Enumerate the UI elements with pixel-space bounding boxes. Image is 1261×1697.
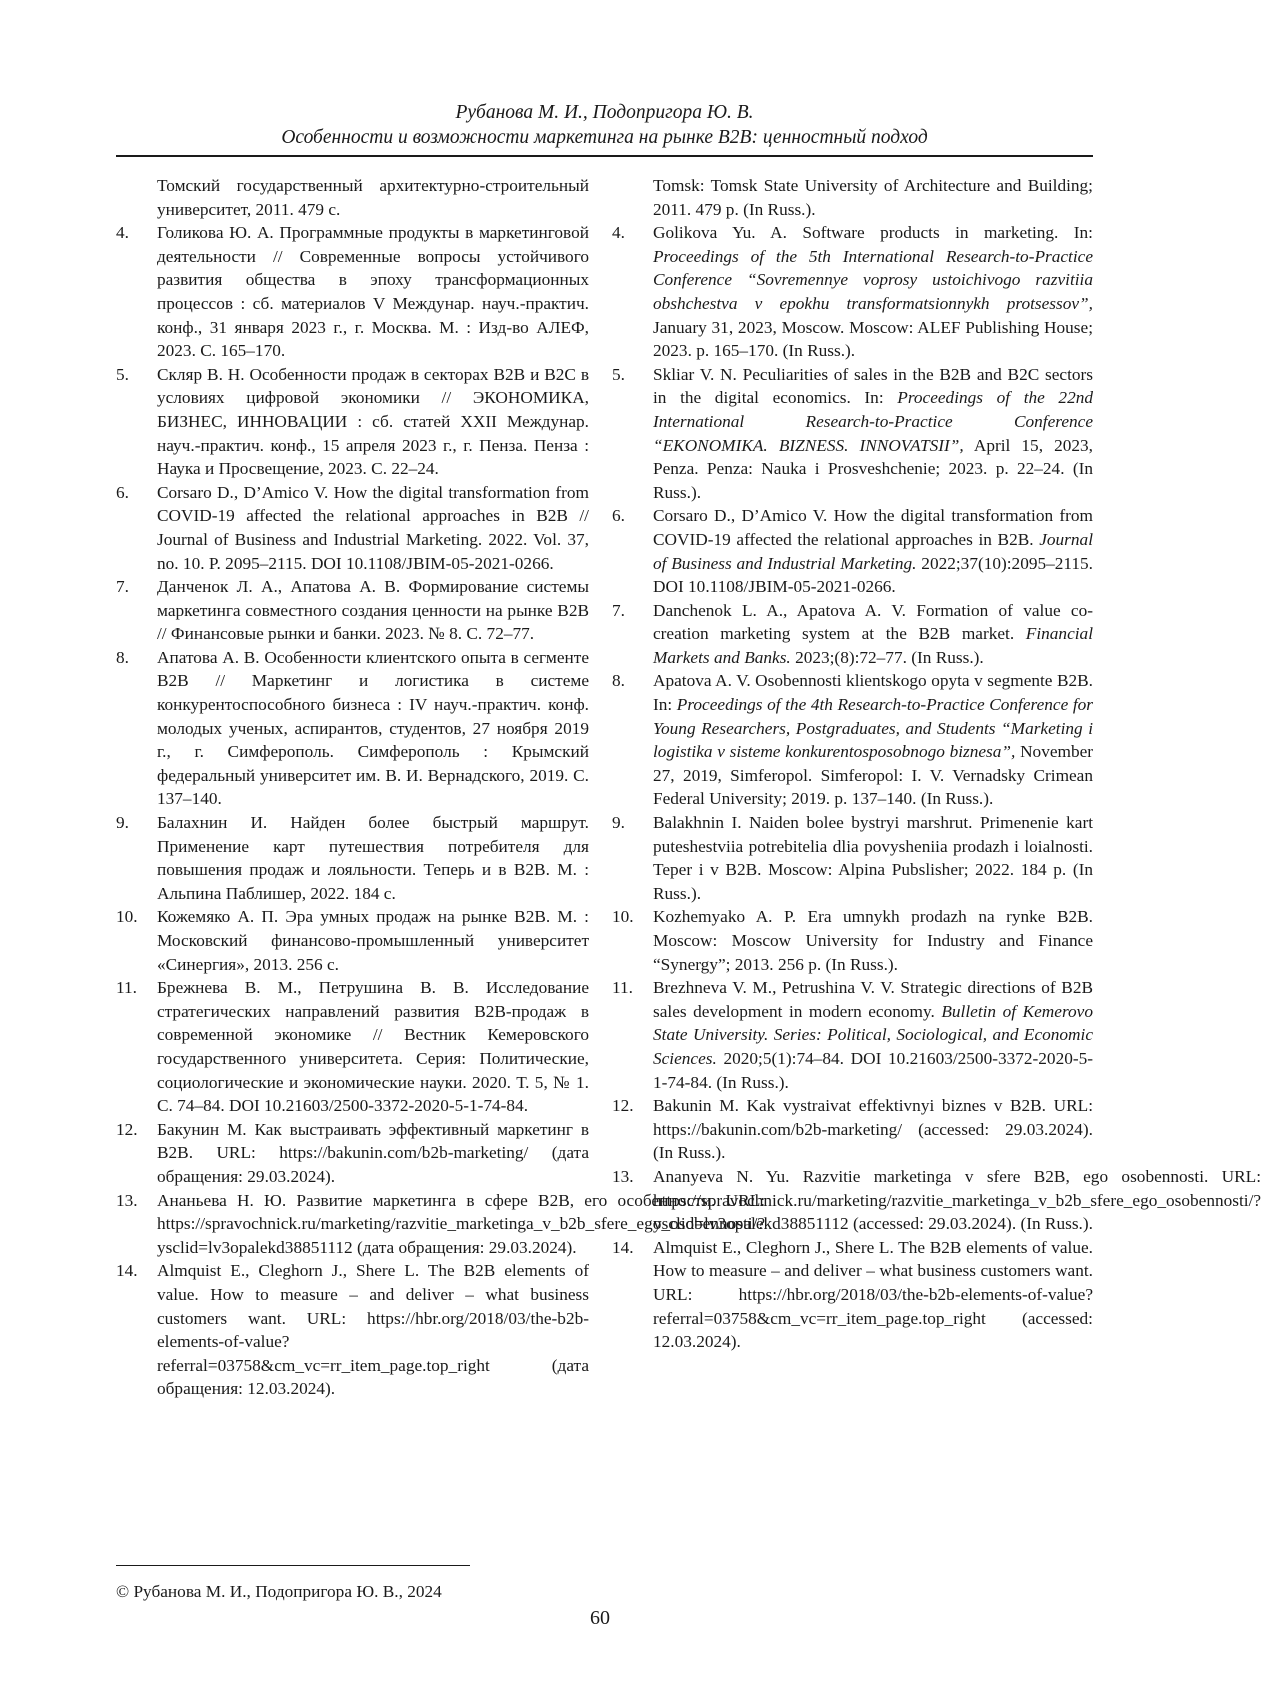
reference-number: 11. xyxy=(612,978,633,998)
reference-text: Данченок Л. А., Апатова А. В. Формирование системы маркетинга совместного создания ценности на рынке B2B // Финансовые рынки и банки. 2023. № 8. С. 72–77. xyxy=(157,577,589,644)
reference-item xyxy=(116,905,589,976)
header-divider xyxy=(116,155,1093,157)
reference-number: 6. xyxy=(116,482,129,502)
reference-text: Скляр В. Н. Особенности продаж в секторах B2B и B2C в условиях цифровой экономики // ЭКОНОМИКА, БИЗНЕС, ИННОВАЦИИ : сб. статей XXII Междунар. науч.-практич. конф., 15 апреля 2023 г., г. Пенза. Пенза : Наука и Просвещение, 2023. С. 22–24. xyxy=(157,364,589,479)
reference-text-plain: Corsaro D., D’Amico V. How the digital transformation from COVID-19 affected the relational approaches in B2B. xyxy=(653,506,1093,549)
reference-text: Almquist E., Cleghorn J., Shere L. The B2B elements of value. How to measure – and deliver – what business customers want. URL: https://hbr.org/2018/03/the-b2b-elements-of-value?referral=03758&cm_vc=rr_item_page.top_right (дата обращения: 12.03.2024). xyxy=(157,1261,589,1399)
reference-source-italic: Proceedings of the 22nd International Research-to-Practice Conference “EKONOMIKA. BIZNESS. INNOVATSII”, xyxy=(653,388,1093,455)
reference-text-plain: Almquist E., Cleghorn J., Shere L. The B2B elements of value. How to measure – and deliver – what business customers want. URL: https://hbr.org/2018/03/the-b2b-elements-of-value?referral=03758&cm_vc=rr_item_page.top_right (accessed: 12.03.2024). xyxy=(653,1237,1093,1352)
reference-source-italic: Bulletin of Kemerovo State University. Series: Political, Sociological, and Economic Sciences. xyxy=(653,1001,1093,1068)
reference-text xyxy=(653,669,1093,811)
reference-item xyxy=(612,905,1093,976)
reference-item xyxy=(116,575,589,646)
reference-number: 9. xyxy=(612,813,625,833)
reference-text: Кожемяко А. П. Эра умных продаж на рынке B2B. М. : Московский финансово-промышленный университет «Синергия», 2013. 256 с. xyxy=(157,907,589,974)
reference-item xyxy=(612,1094,1093,1165)
reference-number: 7. xyxy=(116,577,129,597)
reference-number: 9. xyxy=(116,813,129,833)
reference-text: Балахнин И. Найден более быстрый маршрут. Применение карт путешествия потребителя для повышения продаж и лояльности. Теперь и в B2B. М. : Альпина Паблишер, 2022. 184 с. xyxy=(157,813,589,903)
reference-text-plain: Bakunin M. Kak vystraivat effektivnyi biznes v B2B. URL: https://bakunin.com/b2b-marketing/ (accessed: 29.03.2024). (In Russ.). xyxy=(653,1096,1093,1163)
reference-text-tail: November 27, 2019, Simferopol. Simferopol: I. V. Vernadsky Crimean Federal University; 2019. p. 137–140. (In Russ.). xyxy=(653,742,1094,809)
reference-text-plain: Apatova A. V. Osobennosti klientskogo opyta v segmente B2B. In: xyxy=(653,671,1093,715)
reference-text xyxy=(653,976,1093,1094)
reference-text-tail: January 31, 2023, Moscow. Moscow: ALEF Publishing House; 2023. p. 165–170. (In Russ.). xyxy=(653,317,1093,361)
header-authors: Рубанова М. И., Подопригора Ю. В. xyxy=(455,102,754,123)
reference-number: 14. xyxy=(612,1237,634,1257)
reference-item xyxy=(612,811,1093,905)
reference-item xyxy=(612,1236,1093,1354)
reference-text: Апатова А. В. Особенности клиентского опыта в сегменте B2B // Маркетинг и логистика в системе конкурентоспособного бизнеса : IV науч.-практич. конф. молодых ученых, аспирантов, студентов, 27 ноября 2019 г., г. Симферополь. Симферополь : Крымский федеральный университет им. В. И. Вернадского, 2019. С. 137–140. xyxy=(157,647,589,809)
reference-item xyxy=(116,976,589,1118)
reference-text xyxy=(653,1165,1261,1236)
reference-text xyxy=(653,363,1093,505)
reference-item xyxy=(612,976,1093,1094)
reference-continuation: Tomsk: Tomsk State University of Architecture and Building; 2011. 479 p. (In Russ.). xyxy=(653,176,1093,219)
footnote-divider xyxy=(116,1565,470,1566)
reference-item xyxy=(116,1118,589,1189)
copyright-notice: © Рубанова М. И., Подопригора Ю. В., 2024 xyxy=(116,1582,442,1601)
reference-text xyxy=(653,599,1093,670)
reference-text-tail: 2023;(8):72–77. (In Russ.). xyxy=(790,647,984,667)
reference-source-italic: Proceedings of the 4th Research-to-Practice Conference for Young Researchers, Postgraduates, and Students “Marketing i logistika v sisteme konkurentosposobnogo biznesa”, xyxy=(653,695,1093,762)
reference-item xyxy=(612,504,1093,598)
reference-item xyxy=(116,1259,589,1401)
reference-text xyxy=(653,905,1093,976)
reference-text: Голикова Ю. А. Программные продукты в маркетинговой деятельности // Современные вопросы устойчивого развития общества в эпоху трансформационных процессов : сб. материалов V Междунар. науч.-практич. конф., 31 января 2023 г., г. Москва. М. : Изд-во АЛЕФ, 2023. С. 165–170. xyxy=(157,223,589,361)
references-english-column xyxy=(612,174,1261,1354)
reference-number: 10. xyxy=(116,907,138,927)
reference-text: Corsaro D., D’Amico V. How the digital transformation from COVID-19 affected the relational approaches in B2B // Journal of Business and Industrial Marketing. 2022. Vol. 37, no. 10. P. 2095–2115. DOI 10.1108/JBIM-05-2021-0266. xyxy=(157,482,589,573)
reference-text-plain: Golikova Yu. A. Software products in marketing. In: xyxy=(653,223,1093,243)
reference-text-plain: Kozhemyako A. P. Era umnykh prodazh na rynke B2B. Moscow: Moscow University for Industry and Finance “Synergy”; 2013. 256 p. (In Russ.). xyxy=(653,907,1093,974)
reference-text: Бакунин М. Как выстраивать эффективный маркетинг в B2B. URL: https://bakunin.com/b2b-marketing/ (дата обращения: 29.03.2024). xyxy=(157,1119,589,1186)
reference-number: 8. xyxy=(612,671,625,691)
reference-source-italic: Journal of Business and Industrial Marketing. xyxy=(653,529,1093,573)
reference-source-italic: Financial Markets and Banks. xyxy=(653,624,1093,667)
reference-item xyxy=(612,599,1093,670)
reference-text xyxy=(653,504,1093,598)
reference-text-tail: 2022;37(10):2095–2115. DOI 10.1108/JBIM-05-2021-0266. xyxy=(653,553,1093,597)
reference-text: Брежнева В. М., Петрушина В. В. Исследование стратегических направлений развития B2B-продаж в современной экономике // Вестник Кемеровского государственного университета. Серия: Политические, социологические и экономические науки. 2020. Т. 5, № 1. С. 74–84. DOI 10.21603/2500-3372-2020-5-1-74-84. xyxy=(157,978,589,1116)
reference-number: 4. xyxy=(612,223,625,243)
reference-number: 12. xyxy=(116,1119,138,1139)
reference-item xyxy=(116,221,589,363)
reference-text: Ананьева Н. Ю. Развитие маркетинга в сфере B2B, его особенности. URL: https://spravochnick.ru/marketing/razvitie_marketinga_v_b2b_sfere_ego_osobennosti/?ysclid=lv3opalekd38851112 (дата обращения: 29.03.2024). xyxy=(157,1190,766,1257)
reference-text xyxy=(653,221,1093,363)
header-title: Особенности и возможности маркетинга на рынке B2B: ценностный подход xyxy=(281,127,928,148)
reference-number: 5. xyxy=(612,364,625,384)
reference-item xyxy=(612,669,1093,811)
reference-text-tail: April 15, 2023, Penza. Penza: Nauka i Prosveshchenie; 2023. p. 22–24. (In Russ.). xyxy=(653,435,1093,502)
references-russian-column xyxy=(116,174,766,1401)
reference-continuation: Томский государственный архитектурно-строительный университет, 2011. 479 с. xyxy=(157,176,589,219)
reference-text-plain: Brezhneva V. M., Petrushina V. V. Strategic directions of B2B sales development in modern economy. xyxy=(653,978,1093,1021)
reference-number: 11. xyxy=(116,978,137,998)
reference-item xyxy=(116,811,589,905)
page-number: 60 xyxy=(590,1607,610,1629)
running-header xyxy=(116,100,1093,150)
reference-number: 8. xyxy=(116,647,129,667)
reference-item xyxy=(612,221,1093,363)
reference-number: 4. xyxy=(116,223,129,243)
reference-text xyxy=(653,811,1093,905)
reference-item xyxy=(116,481,589,575)
reference-item xyxy=(612,363,1093,505)
reference-text xyxy=(653,1094,1093,1165)
reference-number: 13. xyxy=(116,1190,138,1210)
reference-number: 13. xyxy=(612,1166,634,1186)
reference-text-plain: Danchenok L. A., Apatova A. V. Formation of value co-creation marketing system at the B2B market. xyxy=(653,600,1093,644)
reference-number: 7. xyxy=(612,600,625,620)
reference-number: 14. xyxy=(116,1261,138,1281)
reference-text-tail: 2020;5(1):74–84. DOI 10.21603/2500-3372-2020-5-1-74-84. (In Russ.). xyxy=(653,1048,1093,1092)
reference-item xyxy=(116,646,589,811)
reference-text xyxy=(653,1236,1093,1354)
reference-number: 6. xyxy=(612,506,625,526)
reference-source-italic: Proceedings of the 5th International Research-to-Practice Conference “Sovremennye voprosy ustoichivogo razvitiia obshchestva v epokhu transformatsionnykh protsessov”, xyxy=(653,246,1093,313)
reference-item xyxy=(612,1165,1261,1236)
reference-number: 5. xyxy=(116,364,129,384)
reference-text-plain: Balakhnin I. Naiden bolee bystryi marshrut. Primenenie kart puteshestviia potrebitelia dlia povysheniia prodazh i loialnosti. Teper i v B2B. Moscow: Alpina Pubslisher; 2022. 184 p. (In Russ.). xyxy=(653,813,1093,903)
reference-text-plain: Skliar V. N. Peculiarities of sales in the B2B and B2C sectors in the digital economics. In: xyxy=(653,364,1093,408)
reference-number: 12. xyxy=(612,1096,634,1116)
reference-item xyxy=(116,363,589,481)
reference-text-plain: Ananyeva N. Yu. Razvitie marketinga v sfere B2B, ego osobennosti. URL: https://spravochnick.ru/marketing/razvitie_marketinga_v_b2b_sfere_ego_osobennosti/?ysclid=lv3opalekd38851112 (accessed: 29.03.2024). (In Russ.). xyxy=(653,1166,1261,1234)
reference-number: 10. xyxy=(612,907,634,927)
